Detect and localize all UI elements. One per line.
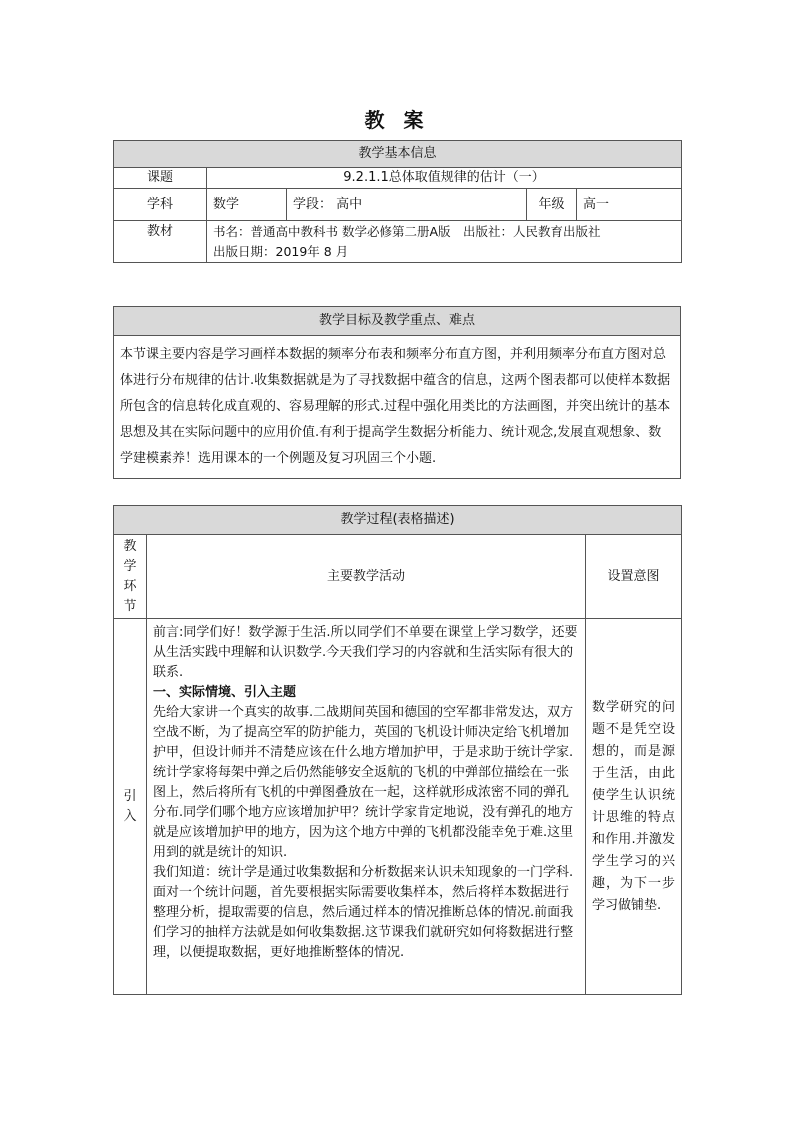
process-table [113, 505, 682, 995]
grade-value: 高一 [577, 189, 682, 221]
col-purpose-header: 设置意图 [586, 535, 682, 619]
grade-label: 年级 [527, 189, 577, 221]
goals-text: 本节课主要内容是学习画样本数据的频率分布表和频率分布直方图，并利用频率分布直方图对总体进行分布规律的估计.收集数据就是为了寻找数据中蕴含的信息，这两个图表都可以使样本数据所包含的信息转化成直观的、容易理解的形式.过程中强化用类比的方法画图，并突出统计的基本思想及其在实际问题中的应用价值.有利于提高学生数据分析能力、统计观念,发展直观想象、数学建模素养！选用课本的一个例题及复习巩固三个小题. [114, 336, 681, 479]
stage-cell [287, 189, 527, 221]
col-stage-header: 教学环节 [114, 535, 147, 619]
textbook-line-2: 出版日期：2019年 8 月 [213, 243, 349, 259]
stage-value: 高中 [336, 196, 363, 212]
basic-info-header: 教学基本信息 [114, 141, 682, 168]
goals-header: 教学目标及教学重点、难点 [114, 307, 681, 336]
topic-value: 9.2.1.1总体取值规律的估计（一） [207, 168, 682, 189]
activity-intro [147, 619, 586, 995]
textbook-value [207, 221, 682, 263]
stage-intro: 引入 [114, 619, 147, 995]
activity-preface: 前言:同学们好！数学源于生活.所以同学们不单要在课堂上学习数学，还要从生活实践中理解和认识数学.今天我们学习的内容就和生活实际有很大的联系. [153, 625, 578, 680]
topic-label: 课题 [114, 168, 207, 189]
basic-info-table [113, 140, 682, 263]
col-activity-header: 主要教学活动 [147, 535, 586, 619]
textbook-label: 教材 [114, 221, 207, 263]
textbook-line-1: 书名：普通高中教科书 数学必修第二册A版 出版社：人民教育出版社 [213, 223, 601, 239]
process-header: 教学过程(表格描述) [114, 506, 682, 535]
purpose-intro: 数学研究的问题不是凭空设想的，而是源于生活，由此使学生认识统计思维的特点和作用.并激发学生学习的兴趣，为下一步学习做铺垫. [586, 619, 682, 995]
page-title: 教 案 [364, 108, 430, 132]
section-title: 一、实际情境、引入主题 [153, 685, 297, 700]
activity-story: 先给大家讲一个真实的故事.二战期间英国和德国的空军都非常发达，双方空战不断，为了提高空军的防护能力，英国的飞机设计师决定给飞机增加护甲，但设计师并不清楚应该在什么地方增加护甲，于是求助于统计学家.统计学家将每架中弹之后仍然能够安全返航的飞机的中弹部位描绘在一张图上，然后将所有飞机的中弹图叠放在一起，这样就形成浓密不同的弹孔分布.同学们哪个地方应该增加护甲？统计学家肯定地说，没有弹孔的地方就是应该增加护甲的地方，因为这个地方中弹的飞机都没能幸免于难.这里用到的就是统计的知识. [153, 705, 574, 860]
goals-table [113, 306, 681, 479]
stage-label: 学段： [293, 196, 333, 212]
activity-summary: 我们知道：统计学是通过收集数据和分析数据来认识未知现象的一门学科.面对一个统计问题，首先要根据实际需要收集样本，然后将样本数据进行整理分析，提取需要的信息，然后通过样本的情况推断总体的情况.前面我们学习的抽样方法就是如何收集数据.这节课我们就研究如何将数据进行整理，以便提取数据，更好地推断整体的情况. [153, 865, 574, 960]
subject-value: 数学 [207, 189, 287, 221]
subject-label: 学科 [114, 189, 207, 221]
